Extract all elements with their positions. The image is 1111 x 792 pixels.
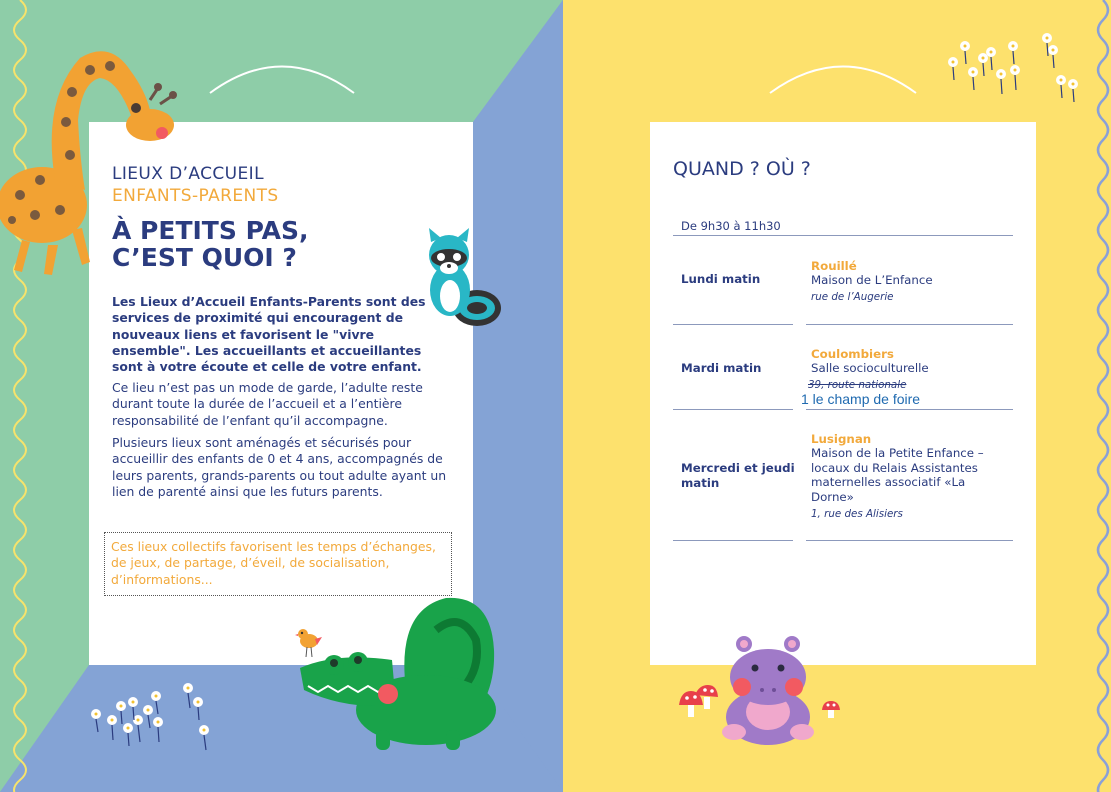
divider bbox=[806, 409, 1013, 410]
section-title: QUAND ? OÙ ? bbox=[673, 158, 811, 180]
divider bbox=[806, 540, 1013, 541]
body-paragraph-2: Plusieurs lieux sont aménagés et sécurisés pour accueillir des enfants de 0 et 4 ans, accompagnés de leurs parents, grands-parents ou tout adulte ayant un lien de parenté ainsi que les futurs parents. bbox=[112, 435, 447, 499]
bird-icon bbox=[295, 625, 323, 661]
highlight-text: Ces lieux collectifs favorisent les temps d’échanges, de jeux, de partage, d’éveil, de socialisation, d’informations... bbox=[111, 539, 436, 587]
page-title-line1: À PETITS PAS, bbox=[112, 216, 309, 245]
page-title-line2: C’EST QUOI ? bbox=[112, 243, 297, 272]
divider bbox=[673, 540, 793, 541]
schedule-street-struck: 39, route nationale bbox=[808, 379, 907, 391]
raccoon-icon bbox=[425, 228, 505, 330]
divider bbox=[673, 324, 793, 325]
schedule-town: Rouillé bbox=[811, 259, 857, 273]
time-range: De 9h30 à 11h30 bbox=[681, 219, 781, 233]
schedule-street-correction: 1 le champ de foire bbox=[801, 391, 921, 407]
schedule-day: Lundi matin bbox=[681, 272, 761, 286]
section-kicker-highlight: ENFANTS-PARENTS bbox=[112, 186, 279, 206]
schedule-town: Coulombiers bbox=[811, 347, 894, 361]
schedule-place: Maison de la Petite Enfance – locaux du Relais Assistantes maternelles associatif «La Dorne» bbox=[811, 446, 984, 504]
right-page bbox=[563, 0, 1111, 792]
intro-paragraph: Les Lieux d’Accueil Enfants-Parents sont des services de proximité qui encouragent de nouveaux liens et favorisent le "vivre ensemble". Les accueillants et accueillantes sont à votre écoute et celle de votre enfant. bbox=[112, 294, 426, 375]
crocodile-icon bbox=[296, 590, 496, 752]
highlight-box bbox=[104, 532, 452, 596]
schedule-place: Salle socioculturelle bbox=[811, 361, 929, 375]
divider bbox=[673, 235, 1013, 236]
schedule-town: Lusignan bbox=[811, 432, 872, 446]
flower-icon bbox=[943, 30, 1083, 105]
flower-icon bbox=[88, 680, 228, 760]
mushroom-icon bbox=[821, 700, 841, 720]
giraffe-icon bbox=[0, 30, 185, 275]
schedule-day: Mardi matin bbox=[681, 361, 762, 375]
right-card bbox=[650, 122, 1036, 665]
schedule-place: Maison de L’Enfance bbox=[811, 273, 933, 287]
section-kicker: LIEUX D’ACCUEIL bbox=[112, 164, 264, 184]
schedule-day: Mercredi et jeudi matin bbox=[681, 461, 795, 490]
hippo-icon bbox=[718, 632, 818, 747]
divider bbox=[806, 324, 1013, 325]
mushroom-icon bbox=[677, 683, 719, 723]
body-paragraph-1: Ce lieu n’est pas un mode de garde, l’adulte reste durant toute la durée de l’accueil et a l’entière responsabilité de l’enfant qu’il accompagne. bbox=[112, 380, 423, 428]
divider bbox=[673, 409, 793, 410]
schedule-street: 1, rue des Alisiers bbox=[811, 508, 903, 520]
schedule-street: rue de l’Augerie bbox=[811, 291, 894, 303]
